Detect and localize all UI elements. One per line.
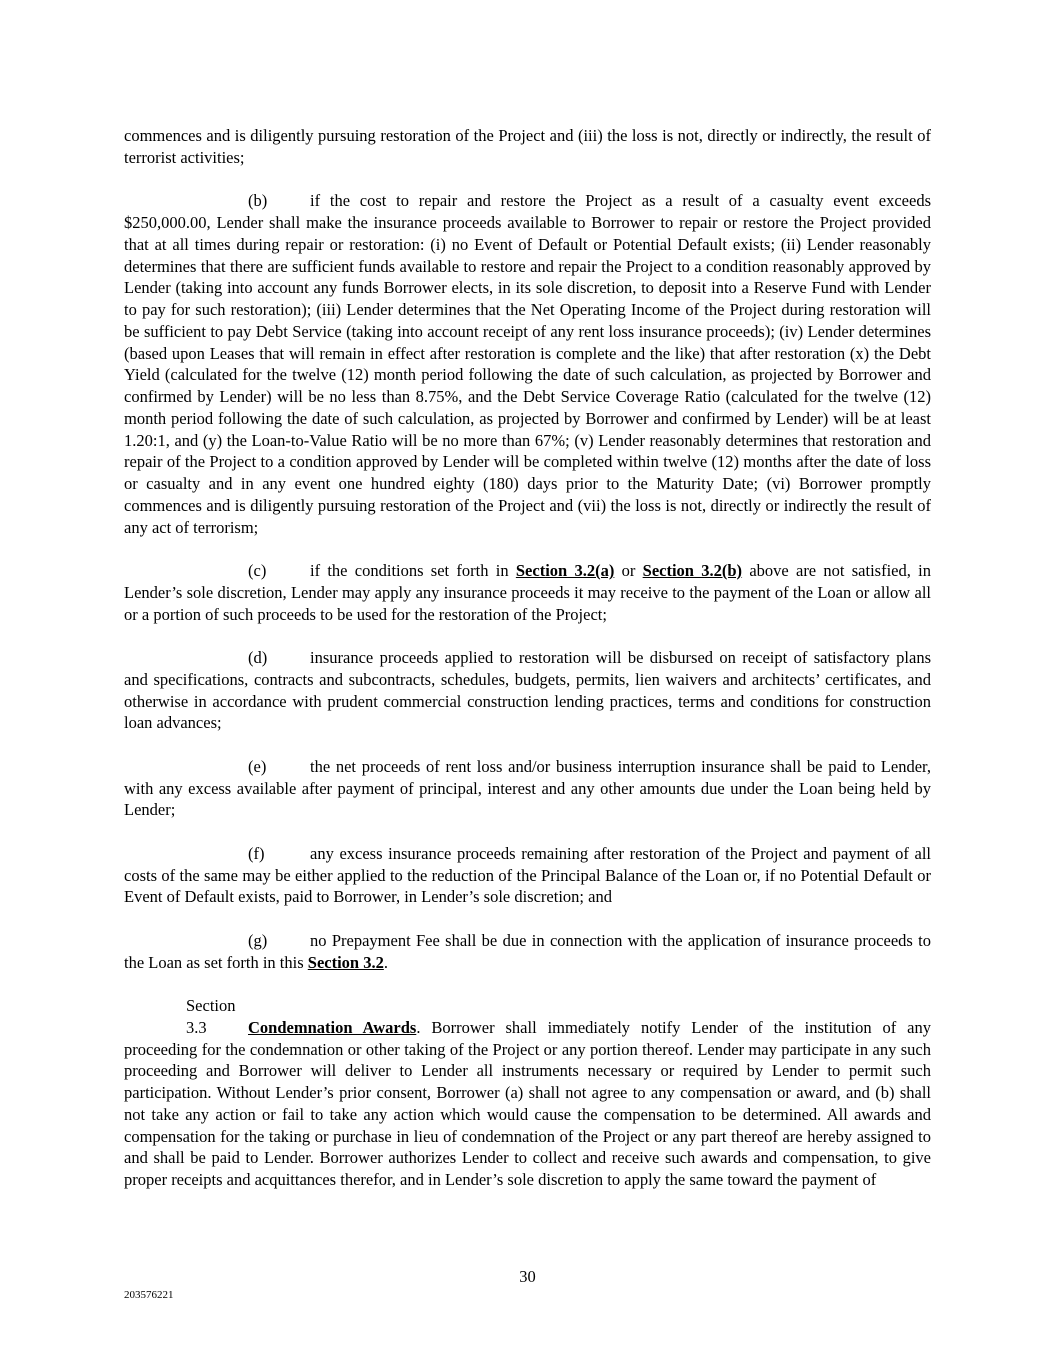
clause-c <box>124 560 931 625</box>
clause-d <box>124 647 931 734</box>
continuation-paragraph: commences and is diligently pursuing restoration of the Project and (iii) the loss is not, directly or indirectly, the result of terrorist activities; <box>124 126 931 167</box>
clause-text: if the conditions set forth in <box>310 561 516 580</box>
clause-text: if the cost to repair and restore the Project as a result of a casualty event exceeds $250,000.00, Lender shall make the insurance proceeds available to Borrower to repair or restore the Project provided that at all times during repair or restoration: (i) no Event of Default or Potential Default exists; (ii) Lender reasonably determines that there are sufficient funds available to restore and repair the Project to a condition reasonably approved by Lender (taking into account any funds Borrower elects, in its sole discretion, to deposit into a Reserve Fund with Lender to pay for such restoration); (iii) Lender determines that the Net Operating Income of the Project during restoration will be sufficient to pay Debt Service (taking into account receipt of any rent loss insurance proceeds); (iv) Lender determines (based upon Leases that will remain in effect after restoration is complete and the like) that after restoration (x) the Debt Yield (calculated for the twelve (12) month period following the date of such calculation, as projected by Borrower and confirmed by Lender) will be no less than 8.75%, and the Debt Service Coverage Ratio (calculated for the twelve (12) month period following the date of such calculation, as projected by Borrower and confirmed by Lender) will be at least 1.20:1, and (y) the Loan-to-Value Ratio will be no more than 67%; (v) Lender reasonably determines that restoration and repair of the Project to a condition approved by Lender will be completed within twelve (12) months after the date of loss or casualty and in any event one hundred eighty (180) days prior to the Maturity Date; (vi) Borrower promptly commences and is diligently pursuing restoration of the Project and (vii) the loss is not, directly or indirectly the result of any act of terrorism; <box>124 191 931 537</box>
clause-text: . <box>383 952 388 972</box>
section-reference: Section 3.2 <box>307 952 384 972</box>
clause-e <box>124 756 931 821</box>
clause-label: (f) <box>248 843 265 863</box>
clause-label: (e) <box>248 756 267 776</box>
section-text: Borrower shall immediately notify Lender of the institution of any proceeding for the condemnation or other taking of the Project or any portion thereof. Lender may participate in any such proceeding and Borrower will deliver to Lender all instruments necessary or required by Lender to permit such participation. Without Lender’s prior consent, Borrower (a) shall not agree to any compensation or award, and (b) shall not take any action or fail to take any action which would cause the compensation to be determined. All awards and compensation for the taking or purchase in lieu of condemnation of the Project or any part thereof are hereby assigned to and shall be paid to Lender. Borrower authorizes Lender to collect and receive such awards and compensation, to give proper receipts and acquittances therefor, and in Lender’s sole discretion to apply the same toward the payment of <box>124 1017 931 1189</box>
section-reference: Section 3.2(a) <box>515 561 615 580</box>
clause-label: (c) <box>248 561 267 580</box>
clause-text: above are not satisfied, in Lender’s sole discretion, Lender may apply any insurance proceeds it may receive to the payment of the Loan or allow all or a portion of such proceeds to be used for the restoration of the Project; <box>124 561 931 624</box>
document-id: 203576221 <box>124 1289 174 1301</box>
clause-text: no Prepayment Fee shall be due in connection with the application of insurance proceeds to the Loan as set forth in this <box>124 930 931 972</box>
clause-text: the net proceeds of rent loss and/or business interruption insurance shall be paid to Lender, with any excess available after payment of principal, interest and any other amounts due under the Loan being held by Lender; <box>124 756 931 820</box>
section-3-3 <box>124 995 931 1191</box>
clause-text: insurance proceeds applied to restoration will be disbursed on receipt of satisfactory plans and specifications, contracts and subcontracts, schedules, budgets, permits, lien waivers and architects’ certificates, and otherwise in accordance with prudent commercial construction lending practices, terms and conditions for construction loan advances; <box>124 648 931 733</box>
clause-g <box>124 930 931 974</box>
clause-b <box>124 190 931 538</box>
clause-text: any excess insurance proceeds remaining after restoration of the Project and payment of all costs of the same may be either applied to the reduction of the Principal Balance of the Loan or, if no Potential Default or Event of Default exists, paid to Borrower, in Lender’s sole discretion; and <box>124 843 931 907</box>
clause-text: or <box>614 561 643 580</box>
section-number: Section 3.3 <box>186 996 236 1037</box>
clause-label: (b) <box>248 191 268 211</box>
clause-label: (d) <box>248 648 268 667</box>
page-number: 30 <box>519 1267 536 1286</box>
section-heading: Condemnation Awards <box>248 1017 417 1037</box>
clause-f <box>124 843 931 908</box>
section-reference: Section 3.2(b) <box>642 561 743 580</box>
clause-label: (g) <box>248 930 268 950</box>
document-body <box>124 125 931 1213</box>
section-heading-punct: . <box>416 1017 421 1037</box>
